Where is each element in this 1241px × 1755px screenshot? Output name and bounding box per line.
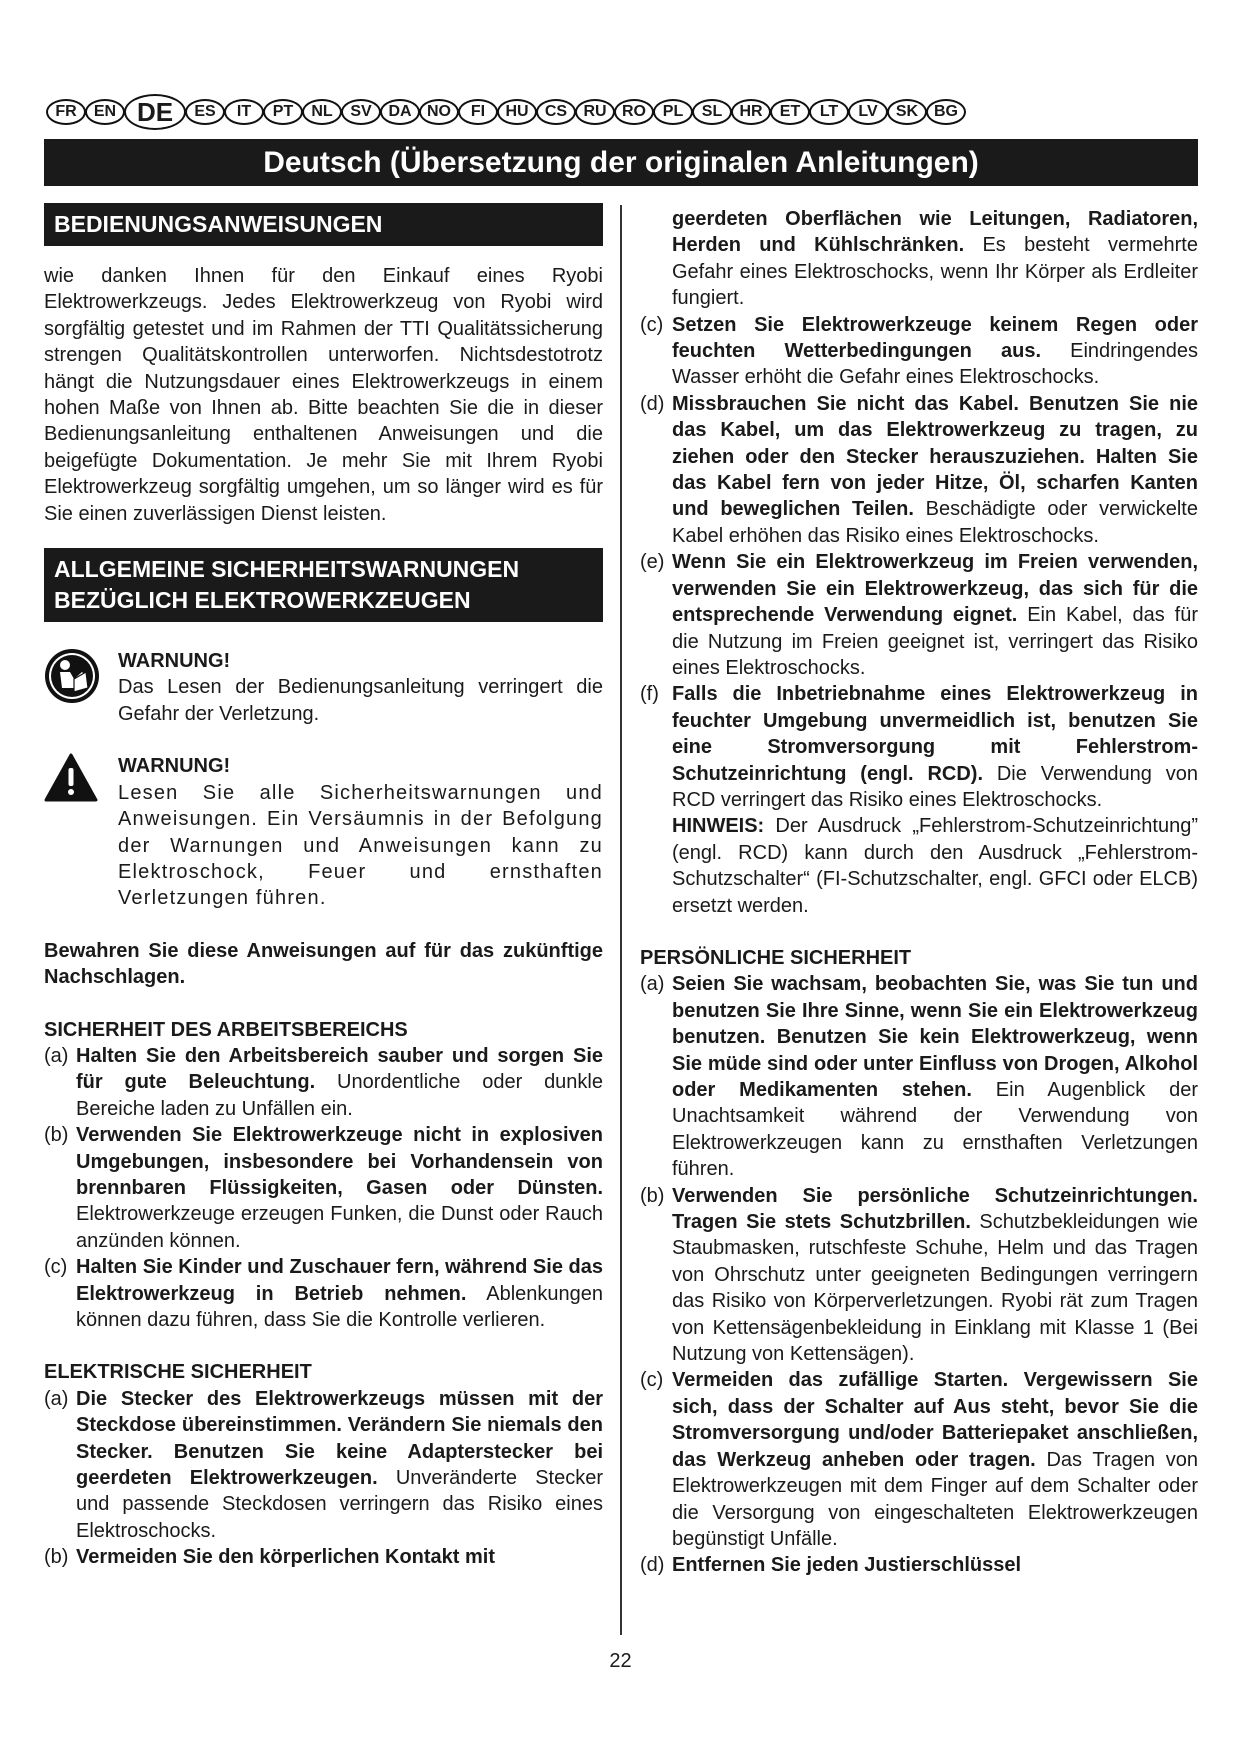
language-tab-nl: NL <box>302 99 342 125</box>
language-tab-lt: LT <box>809 99 849 125</box>
list-bold: Vermeiden das zufällige Starten. Vergewissern Sie sich, dass der Schalter auf Aus steht, bevor Sie die Stromversorgung und/oder Batteriepaket anschließen, das Werkzeug anheben oder tragen. <box>672 1369 1198 1471</box>
list-item <box>640 391 1198 549</box>
list-label: (f) <box>640 683 659 706</box>
list-bold: Falls die Inbetriebnahme eines Elektrowerkzeug in feuchter Umgebung unvermeidlich ist, benutzen Sie eine Stromversorgung mit Fehlerstrom-Schutzeinrichtung (engl. RCD). <box>672 683 1198 785</box>
list-text <box>672 681 1198 813</box>
list-item <box>640 312 1198 391</box>
list-bold: Vermeiden Sie den körperlichen Kontakt mit <box>76 1546 496 1569</box>
list-item <box>44 1386 603 1544</box>
list-item <box>640 681 1198 813</box>
list-text <box>672 1552 1198 1578</box>
list-bold: geerdeten Oberflächen wie Leitungen, Radiatoren, Herden und Kühlschränken. <box>672 208 1198 257</box>
electrical-list-left <box>44 1386 603 1571</box>
warning-title: WARNUNG! <box>118 755 231 778</box>
language-selector <box>46 96 1206 128</box>
list-item-continued <box>640 206 1198 312</box>
list-plain: Ein Kabel, das für die Nutzung im Freien geeignet ist, verringert das Risiko eines Elektroschocks. <box>672 604 1198 679</box>
list-plain: Die Verwendung von RCD verringert das Risiko eines Elektroschocks. <box>672 762 1198 811</box>
list-label: (b) <box>640 1184 665 1207</box>
list-label: (d) <box>640 1554 665 1577</box>
note-plain: Der Ausdruck „Fehlerstrom-Schutzeinrichtung” (engl. RCD) kann durch den Ausdruck „Fehlerstrom-Schutzschalter“ (FI-Schutzschalter, engl. GFCI oder ELCB) ersetzt werden. <box>672 815 1198 917</box>
list-item <box>44 1122 603 1254</box>
list-text <box>672 1183 1198 1368</box>
list-label: (c) <box>640 1369 664 1392</box>
language-tab-ro: RO <box>614 99 654 125</box>
note-text <box>672 813 1198 919</box>
language-tab-bg: BG <box>926 99 966 125</box>
language-tab-cs: CS <box>536 99 576 125</box>
section-heading-text: BEDIENUNGSANWEISUNGEN <box>54 211 383 237</box>
list-text <box>672 1367 1198 1552</box>
note <box>640 813 1198 919</box>
language-tab-it: IT <box>224 99 264 125</box>
list-item <box>640 1183 1198 1368</box>
language-tab-de: DE <box>124 94 186 130</box>
list-plain: Eindringendes Wasser erhöht die Gefahr eines Elektroschocks. <box>672 340 1198 389</box>
page-title <box>44 139 1198 186</box>
list-bold: Verwenden Sie Elektrowerkzeuge nicht in explosiven Umgebungen, insbesondere bei Vorhandensein von brennbaren Flüssigkeiten, Gasen oder Dünsten. <box>76 1124 603 1199</box>
left-column <box>44 203 603 1571</box>
language-tab-sk: SK <box>887 99 927 125</box>
language-tab-hu: HU <box>497 99 537 125</box>
list-label: (d) <box>640 392 665 415</box>
section-heading-operating-instructions <box>44 203 603 246</box>
list-text <box>76 1386 603 1544</box>
personal-safety-list <box>640 971 1198 1578</box>
list-bold: Die Stecker des Elektrowerkzeugs müssen mit der Steckdose übereinstimmen. Verändern Sie niemals den Stecker. Benutzen Sie keine Adapterstecker bei geerdeten Elektrowerkzeugen. <box>76 1387 603 1490</box>
list-bold: Missbrauchen Sie nicht das Kabel. Benutzen Sie nie das Kabel, um das Elektrowerkzeug zu tragen, zu ziehen oder den Stecker herauszuziehen. Halten Sie das Kabel fern von jeder Hitze, Öl, scharfen Kanten und beweglichen Teilen. <box>672 392 1198 521</box>
right-column <box>640 206 1198 1579</box>
list-plain: Unveränderte Stecker und passende Steckdosen verringern das Risiko eines Elektroschocks. <box>76 1467 603 1542</box>
list-plain: Ein Augenblick der Unachtsamkeit während der Verwendung von Elektrowerkzeugen kann zu ernsthaften Verletzungen führen. <box>672 1079 1198 1181</box>
list-plain: Das Tragen von Elektrowerkzeugen mit dem Finger auf dem Schalter oder die Versorgung von eingeschalteten Elektrowerkzeugen begünstigt Unfälle. <box>672 1448 1198 1550</box>
list-text <box>672 206 1198 312</box>
page-title-text: Deutsch (Übersetzung der originalen Anleitungen) <box>263 145 979 179</box>
warning-read-manual <box>44 648 603 727</box>
list-text <box>76 1122 603 1254</box>
subheading-electrical: ELEKTRISCHE SICHERHEIT <box>44 1361 312 1384</box>
language-tab-fi: FI <box>458 99 498 125</box>
list-plain: Beschädigte oder verwickelte Kabel erhöhen das Risiko eines Elektroschocks. <box>672 498 1198 547</box>
warning-text: Das Lesen der Bedienungsanleitung verringert die Gefahr der Verletzung. <box>118 676 603 725</box>
language-tab-sl: SL <box>692 99 732 125</box>
list-label: (a) <box>640 973 665 996</box>
list-label: (c) <box>44 1256 68 1279</box>
read-manual-icon <box>44 648 118 727</box>
language-tab-ru: RU <box>575 99 615 125</box>
list-plain: Es besteht vermehrte Gefahr eines Elektroschocks, wenn Ihr Körper als Erdleiter fungiert. <box>672 234 1198 310</box>
list-label: (b) <box>44 1124 69 1147</box>
list-text <box>672 312 1198 391</box>
language-tab-sv: SV <box>341 99 381 125</box>
warning-safety <box>44 753 603 911</box>
list-bold: Seien Sie wachsam, beobachten Sie, was Sie tun und benutzen Sie Ihre Sinne, wenn Sie ein Elektrowerkzeug benutzen. Benutzen Sie kein Elektrowerkzeug, wenn Sie müde sind oder unter Einfluss von Drogen, Alkohol oder Medikamenten stehen. <box>672 973 1198 1101</box>
list-text <box>672 971 1198 1182</box>
language-tab-hr: HR <box>731 99 771 125</box>
warning-triangle-icon <box>44 753 118 911</box>
warning-text: Lesen Sie alle Sicherheitswarnungen und Anweisungen. Ein Versäumnis in der Befolgung der Warnungen und Anweisungen kann zu Elektroschock, Feuer und ernsthaften Verletzungen führen. <box>118 781 603 910</box>
list-text <box>76 1254 603 1333</box>
section-heading-line1: ALLGEMEINE SICHERHEITSWARNUNGEN <box>54 556 520 583</box>
list-label: (b) <box>44 1546 69 1569</box>
list-bold: Wenn Sie ein Elektrowerkzeug im Freien verwenden, verwenden Sie ein Elektrowerkzeug, das sich für die entsprechende Verwendung eignet. <box>672 551 1198 627</box>
language-tab-da: DA <box>380 99 420 125</box>
list-label: (a) <box>44 1387 69 1410</box>
language-tab-no: NO <box>419 99 459 125</box>
language-tab-pl: PL <box>653 99 693 125</box>
column-divider <box>620 205 622 1635</box>
section-heading-general-safety <box>44 548 603 622</box>
section-heading-line2: BEZÜGLICH ELEKTROWERKZEUGEN <box>54 587 471 614</box>
list-bold: Halten Sie Kinder und Zuschauer fern, während Sie das Elektrowerkzeug in Betrieb nehmen. <box>76 1256 603 1305</box>
list-item <box>640 549 1198 681</box>
subheading-work-area: SICHERHEIT DES ARBEITSBEREICHS <box>44 1018 408 1041</box>
warning-title: WARNUNG! <box>118 650 231 673</box>
list-bold: Entfernen Sie jeden Justierschlüssel <box>672 1554 1022 1577</box>
list-bold: Verwenden Sie persönliche Schutzeinrichtungen. Tragen Sie stets Schutzbrillen. <box>672 1184 1198 1234</box>
list-label: (c) <box>640 313 664 336</box>
page-number: 22 <box>609 1650 632 1672</box>
list-item <box>640 1367 1198 1552</box>
list-text <box>672 391 1198 549</box>
subheading-personal-safety: PERSÖNLICHE SICHERHEIT <box>640 946 912 969</box>
list-plain: Schutzbekleidungen wie Staubmasken, rutschfeste Schuhe, Helm und das Tragen von Ohrschutz unter geeigneten Bedingungen verringern das Risiko von Körperverletzungen. Ryobi rät zum Tragen von Kettensägenbekleidung in Einklang mit Klasse 1 (Bei Nutzung von Kettensägen). <box>672 1211 1198 1366</box>
list-plain: Ablenkungen können dazu führen, dass Sie die Kontrolle verlieren. <box>76 1282 603 1331</box>
language-tab-fr: FR <box>46 99 86 125</box>
list-bold: Setzen Sie Elektrowerkzeuge keinem Regen oder feuchten Wetterbedingungen aus. <box>672 313 1198 363</box>
language-tab-es: ES <box>185 99 225 125</box>
list-text <box>76 1043 603 1122</box>
list-label: (e) <box>640 551 665 574</box>
list-bold: Halten Sie den Arbeitsbereich sauber und sorgen Sie für gute Beleuchtung. <box>76 1044 603 1094</box>
language-tab-et: ET <box>770 99 810 125</box>
list-text <box>672 549 1198 681</box>
keep-instructions: Bewahren Sie diese Anweisungen auf für das zukünftige Nachschlagen. <box>44 939 603 989</box>
list-item <box>44 1043 603 1122</box>
list-item <box>44 1544 603 1570</box>
list-item <box>640 971 1198 1182</box>
language-tab-en: EN <box>85 99 125 125</box>
language-tab-pt: PT <box>263 99 303 125</box>
list-text <box>76 1544 603 1570</box>
work-area-list <box>44 1043 603 1333</box>
list-label <box>640 206 672 312</box>
list-label <box>640 813 672 919</box>
list-item <box>640 1552 1198 1578</box>
list-plain: Elektrowerkzeuge erzeugen Funken, die Dunst oder Rauch anzünden können. <box>76 1203 603 1252</box>
note-label: HINWEIS: <box>672 815 765 838</box>
intro-paragraph: wie danken Ihnen für den Einkauf eines Ryobi Elektrowerkzeugs. Jedes Elektrowerkzeug von Ryobi wird sorgfältig getestet und im Rahmen der TTI Qualitätssicherung strengen Qualitätskontrollen unterworfen. Nichtsdestotrotz hängt die Nutzungsdauer eines Elektrowerkzeugs in einem hohen Maße von Ihnen ab. Bitte beachten Sie die in dieser Bedienungsanleitung enthaltenen Anweisungen und die beigefügte Dokumentation. Je mehr Sie mit Ihrem Ryobi Elektrowerkzeug sorgfältig umgehen, um so länger wird es für Sie einen zuverlässigen Dienst leisten. <box>44 265 603 525</box>
electrical-list-right <box>640 312 1198 814</box>
list-label: (a) <box>44 1044 69 1067</box>
list-plain: Unordentliche oder dunkle Bereiche laden zu Unfällen ein. <box>76 1071 603 1120</box>
language-tab-lv: LV <box>848 99 888 125</box>
list-item <box>44 1254 603 1333</box>
